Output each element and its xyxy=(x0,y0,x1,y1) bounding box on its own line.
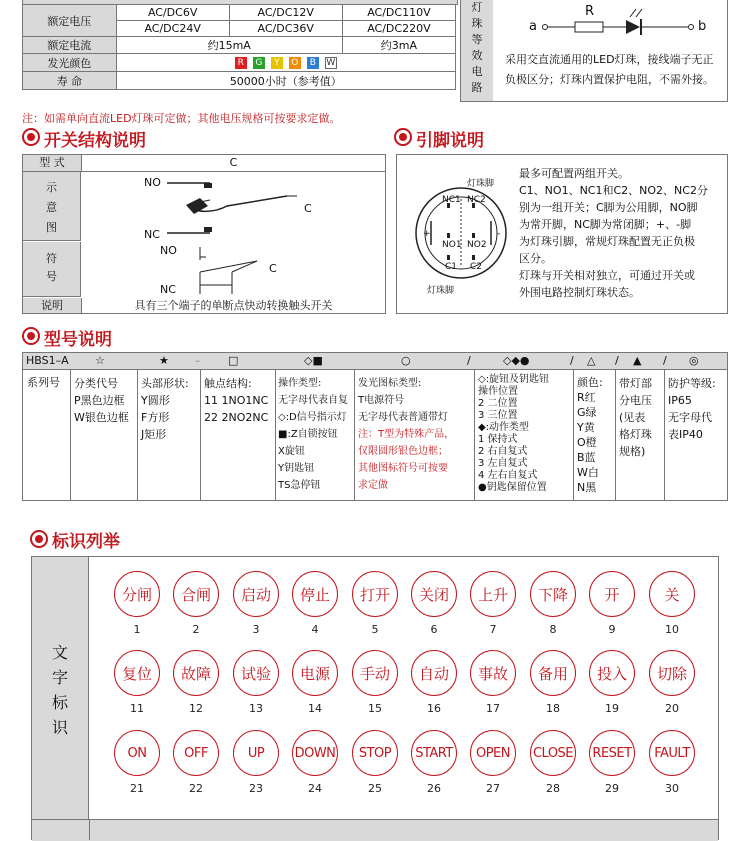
switch-mechanism-diagram xyxy=(82,172,385,241)
model-line: 3 左自复式 xyxy=(478,458,528,469)
model-note-line: 仅限圆形银色边框； xyxy=(358,446,448,457)
mark-badge: 打开 xyxy=(352,571,398,617)
mark-badge: 复位 xyxy=(114,650,160,696)
pin-nc1: NC1 xyxy=(442,195,461,205)
mark-number: 21 xyxy=(130,782,144,795)
mark-number: 15 xyxy=(368,702,382,715)
marks-bottom-band xyxy=(32,819,718,841)
mark-badge: OPEN xyxy=(470,730,516,776)
model-line: B蓝 xyxy=(577,451,596,464)
model-line: 触点结构: xyxy=(204,377,252,390)
col-divider xyxy=(70,369,71,500)
symbol-no: NO xyxy=(160,244,177,257)
pin-box xyxy=(396,154,728,314)
code-star: ★ xyxy=(159,354,169,367)
mark-item xyxy=(463,571,523,636)
pin-section-title: 引脚说明 xyxy=(416,131,484,151)
code-dash: – xyxy=(195,354,201,367)
pin-text-line: 区分。 xyxy=(519,252,552,265)
color-swatches xyxy=(116,54,455,72)
mark-item xyxy=(345,730,405,795)
pin-description xyxy=(519,165,708,301)
lamp-pin-top: 灯珠脚 xyxy=(467,179,495,189)
code-ip: ◎ xyxy=(689,354,699,367)
model-line: Y圆形 xyxy=(141,394,170,407)
code-square-empty: □ xyxy=(228,354,239,367)
model-col-position xyxy=(478,374,549,494)
mark-number: 23 xyxy=(249,782,263,795)
mark-number: 29 xyxy=(605,782,619,795)
model-line: 发光图标类型: xyxy=(358,378,422,389)
mark-number: 10 xyxy=(665,623,679,636)
model-line: 11 1NO1NC xyxy=(204,394,269,407)
mark-item xyxy=(582,571,642,636)
model-line: 格灯珠 xyxy=(619,428,652,441)
pin-text-line: 别为一组开关；C脚为公用脚，NO脚 xyxy=(519,201,698,214)
col-divider xyxy=(137,369,138,500)
mark-item xyxy=(642,650,702,715)
spec-cell: AC/DC6V xyxy=(116,5,229,21)
mark-number: 30 xyxy=(665,782,679,795)
side-char: 示 xyxy=(46,181,57,194)
diagram-no: NO xyxy=(144,176,161,189)
mark-item xyxy=(523,650,583,715)
spec-table xyxy=(22,4,456,90)
side-char: 效 xyxy=(471,49,483,62)
section-bullet-icon xyxy=(30,530,48,548)
pin-text-line: 外围电路控制灯珠状态。 xyxy=(519,286,640,299)
mark-item xyxy=(107,730,167,795)
color-swatch: G xyxy=(253,57,265,69)
col-divider xyxy=(89,819,90,840)
mark-badge: 试验 xyxy=(233,650,279,696)
mark-number: 25 xyxy=(368,782,382,795)
mark-item xyxy=(345,650,405,715)
code-slash: / xyxy=(570,354,574,367)
code-position: ◇◆● xyxy=(503,354,530,367)
model-col-ip xyxy=(668,375,716,443)
mark-item xyxy=(523,571,583,636)
color-swatch: O xyxy=(289,57,301,69)
model-col-icon xyxy=(358,375,454,494)
side-char: 路 xyxy=(471,81,483,94)
mark-badge: DOWN xyxy=(292,730,338,776)
mark-badge: 合闸 xyxy=(173,571,219,617)
mark-item xyxy=(404,571,464,636)
model-line: (见表 xyxy=(619,411,646,424)
code-voltage: ▲ xyxy=(633,354,642,367)
model-col-series xyxy=(27,375,60,390)
mark-badge: FAULT xyxy=(649,730,695,776)
mark-item xyxy=(285,730,345,795)
code-slash: / xyxy=(467,354,471,367)
side-char: 文 xyxy=(51,643,68,662)
mark-badge: UP xyxy=(233,730,279,776)
model-line: F方形 xyxy=(141,411,170,424)
pin-text-line: 为灯珠引脚，常规灯珠配置无正负极 xyxy=(519,235,695,248)
mark-item xyxy=(345,571,405,636)
col-divider xyxy=(200,369,201,500)
switch-table xyxy=(22,154,386,314)
col-divider xyxy=(354,369,355,500)
code-color: △ xyxy=(587,354,596,367)
model-line: ●钥匙保留位置 xyxy=(478,482,547,493)
lamp-circuit-box xyxy=(460,0,728,102)
model-note-line: 注：T型为特殊产品， xyxy=(358,429,455,440)
pin-no2: NO2 xyxy=(467,240,487,250)
switch-symbol-label xyxy=(23,242,81,297)
spec-cell: AC/DC36V xyxy=(229,21,342,37)
mark-number: 6 xyxy=(430,623,438,636)
model-line: 分类代号 xyxy=(74,377,118,390)
lamp-side-label xyxy=(461,0,493,101)
mark-number: 13 xyxy=(249,702,263,715)
pin-text-line: C1、NO1、NC1和C2、NO2、NC2分 xyxy=(519,184,708,197)
model-line: IP65 xyxy=(668,394,692,407)
mark-item xyxy=(166,571,226,636)
pin-c1: C1 xyxy=(445,262,458,272)
model-line: TS急停钮 xyxy=(278,480,321,491)
code-icon-type: ○ xyxy=(401,354,411,367)
spec-cell: 约3mA xyxy=(342,37,455,54)
mark-item xyxy=(107,650,167,715)
mark-item xyxy=(463,730,523,795)
pin-c2: C2 xyxy=(470,262,483,272)
pin-nc2: NC2 xyxy=(467,195,486,205)
mark-badge: 关闭 xyxy=(411,571,457,617)
side-char: 图 xyxy=(46,221,57,234)
model-line: 4 左右自复式 xyxy=(478,470,538,481)
switch-section-title: 开关结构说明 xyxy=(44,131,146,151)
mark-item xyxy=(285,571,345,636)
mark-item xyxy=(404,650,464,715)
model-line: J矩形 xyxy=(141,428,167,441)
spec-cell: AC/DC110V xyxy=(342,5,455,21)
mark-item xyxy=(107,571,167,636)
mark-item xyxy=(166,650,226,715)
model-line: 2 右自复式 xyxy=(478,446,528,457)
mark-badge: 电源 xyxy=(292,650,338,696)
mark-badge: 上升 xyxy=(470,571,516,617)
color-swatch: Y xyxy=(271,57,283,69)
col-divider xyxy=(275,369,276,500)
mark-item xyxy=(642,730,702,795)
mark-badge: RESET xyxy=(589,730,635,776)
model-line: T电源符号 xyxy=(358,395,405,406)
model-col-voltage xyxy=(619,375,652,460)
model-line: ◇:旋钮及钥匙钮 xyxy=(478,374,550,385)
mark-number: 11 xyxy=(130,702,144,715)
marks-grid xyxy=(90,557,718,819)
col-divider xyxy=(664,369,665,500)
lamp-desc-2: 负极区分；灯珠内置保护电阻，不需外接。 xyxy=(505,73,714,86)
mark-number: 2 xyxy=(192,623,200,636)
model-line: 分电压 xyxy=(619,394,652,407)
mark-number: 4 xyxy=(311,623,319,636)
model-col-operation xyxy=(278,375,348,494)
mark-badge: 启动 xyxy=(233,571,279,617)
model-section-title: 型号说明 xyxy=(44,330,112,350)
pin-no1: NO1 xyxy=(442,240,462,250)
mark-number: 26 xyxy=(427,782,441,795)
mark-badge: 故障 xyxy=(173,650,219,696)
mark-badge: 自动 xyxy=(411,650,457,696)
code-slash: / xyxy=(663,354,667,367)
spec-cell: 约15mA xyxy=(116,37,342,54)
mark-number: 27 xyxy=(486,782,500,795)
side-char: 珠 xyxy=(471,17,483,30)
mark-number: 18 xyxy=(546,702,560,715)
mark-badge: ON xyxy=(114,730,160,776)
side-char: 灯 xyxy=(471,1,483,14)
resistor-label: R xyxy=(585,4,595,19)
model-line: 无字母代 xyxy=(668,411,712,424)
pin-text-line: 灯珠与开关相对独立，可通过开关或 xyxy=(519,269,695,282)
spec-note: 注：如需单向直流LED灯珠可定做；其他电压规格可按要求定做。 xyxy=(22,112,341,125)
model-line: N黑 xyxy=(577,481,597,494)
mark-item xyxy=(523,730,583,795)
model-line: ■:Z自锁按钮 xyxy=(278,429,338,440)
mark-number: 19 xyxy=(605,702,619,715)
model-line: 防护等级: xyxy=(668,377,716,390)
mark-item xyxy=(404,730,464,795)
mark-item xyxy=(582,730,642,795)
mark-badge: 事故 xyxy=(470,650,516,696)
mark-number: 1 xyxy=(133,623,141,636)
lamp-desc-1: 采用交直流通用的LED灯珠，接线端子无正 xyxy=(505,53,714,66)
mark-item xyxy=(463,650,523,715)
mark-badge: START xyxy=(411,730,457,776)
model-note-line: 其他图标符号可按要 xyxy=(358,463,448,474)
side-char: 电 xyxy=(471,65,483,78)
section-bullet-icon xyxy=(394,128,412,146)
marks-section-title: 标识列举 xyxy=(52,532,120,552)
mark-number: 5 xyxy=(371,623,379,636)
model-line: 22 2NO2NC xyxy=(204,411,269,424)
mark-number: 14 xyxy=(308,702,322,715)
mark-item xyxy=(226,650,286,715)
mark-badge: 关 xyxy=(649,571,695,617)
code-slash: / xyxy=(615,354,619,367)
side-char: 符 xyxy=(46,252,57,265)
color-swatch: W xyxy=(326,58,336,68)
symbol-nc: NC xyxy=(160,283,176,296)
code-star-empty: ☆ xyxy=(95,354,105,367)
mark-number: 28 xyxy=(546,782,560,795)
color-swatch: B xyxy=(307,57,319,69)
side-char: 标 xyxy=(51,693,68,712)
spec-label-current: 额定电流 xyxy=(23,37,117,54)
switch-type-value: C xyxy=(82,155,385,172)
mark-badge: 切除 xyxy=(649,650,695,696)
symbol-c: C xyxy=(269,262,277,275)
switch-desc-value: 具有三个端子的单断点快动转换触头开关 xyxy=(134,299,333,312)
model-line: ◇:D信号指示灯 xyxy=(278,412,347,423)
model-code-row xyxy=(22,352,728,370)
spec-cell: AC/DC12V xyxy=(229,5,342,21)
model-line: X旋钮 xyxy=(278,446,305,457)
mark-badge: 开 xyxy=(589,571,635,617)
model-line: 无字母代表普通带灯 xyxy=(358,412,448,423)
marks-panel xyxy=(31,556,719,840)
model-line: ◆:动作类型 xyxy=(478,422,530,433)
model-line: Y钥匙钮 xyxy=(278,463,315,474)
mark-number: 20 xyxy=(665,702,679,715)
model-line: 系列号 xyxy=(27,376,60,389)
pin-text-line: 最多可配置两组开关。 xyxy=(519,167,629,180)
model-note-line: 求定做 xyxy=(358,480,388,491)
spec-cell: 50000小时（参考值） xyxy=(116,72,455,90)
mark-number: 8 xyxy=(549,623,557,636)
diagram-c: C xyxy=(304,202,312,215)
color-swatch: R xyxy=(235,57,247,69)
model-col-color xyxy=(577,375,603,495)
marks-side-label xyxy=(32,557,89,819)
model-line: 2 二位置 xyxy=(478,398,518,409)
mark-badge: STOP xyxy=(352,730,398,776)
pin-text-line: 为常开脚，NC脚为常闭脚；+、-脚 xyxy=(519,218,692,231)
node-b: b xyxy=(698,19,707,34)
spec-cell: AC/DC220V xyxy=(342,21,455,37)
mark-item xyxy=(166,730,226,795)
model-line: Y黄 xyxy=(577,421,595,434)
spec-label-color: 发光颜色 xyxy=(23,54,117,72)
col-divider xyxy=(573,369,574,500)
model-line: P黑色边框 xyxy=(74,394,125,407)
mark-number: 9 xyxy=(608,623,616,636)
mark-badge: 停止 xyxy=(292,571,338,617)
col-divider xyxy=(615,369,616,500)
mark-badge: OFF xyxy=(173,730,219,776)
model-col-head-shape xyxy=(141,375,189,443)
model-line: 颜色: xyxy=(577,376,603,389)
model-line: 操作类型: xyxy=(278,378,322,389)
model-line: 1 保持式 xyxy=(478,434,518,445)
mark-item xyxy=(582,650,642,715)
side-char: 识 xyxy=(51,718,68,737)
mark-number: 22 xyxy=(189,782,203,795)
diagram-nc: NC xyxy=(144,228,160,241)
mark-badge: 分闸 xyxy=(114,571,160,617)
model-line: 带灯部 xyxy=(619,377,652,390)
model-line: W银色边框 xyxy=(74,411,129,424)
code-op-type: ◇■ xyxy=(304,354,323,367)
pin-plus: + xyxy=(423,229,431,239)
pin-minus: - xyxy=(497,229,501,239)
model-table xyxy=(22,369,728,501)
col-divider xyxy=(474,369,475,500)
mark-number: 7 xyxy=(489,623,497,636)
switch-type-label: 型 式 xyxy=(23,155,82,172)
model-line: 表IP40 xyxy=(668,428,703,441)
switch-diagram-label xyxy=(23,172,81,241)
mark-number: 3 xyxy=(252,623,260,636)
side-char: 号 xyxy=(46,270,57,283)
mark-item xyxy=(226,571,286,636)
model-line: G绿 xyxy=(577,406,597,419)
mark-badge: 投入 xyxy=(589,650,635,696)
model-line: O橙 xyxy=(577,436,597,449)
model-line: 3 三位置 xyxy=(478,410,518,421)
section-bullet-icon xyxy=(22,128,40,146)
model-line: 操作位置 xyxy=(478,386,518,397)
mark-number: 17 xyxy=(486,702,500,715)
model-col-category xyxy=(74,375,129,426)
mark-item xyxy=(285,650,345,715)
model-line: W白 xyxy=(577,466,599,479)
node-a: a xyxy=(529,19,537,34)
mark-badge: CLOSE xyxy=(530,730,576,776)
mark-item xyxy=(226,730,286,795)
mark-number: 16 xyxy=(427,702,441,715)
mark-item xyxy=(642,571,702,636)
side-char: 意 xyxy=(46,201,57,214)
mark-number: 12 xyxy=(189,702,203,715)
mark-number: 24 xyxy=(308,782,322,795)
model-line: 无字母代表自复 xyxy=(278,395,348,406)
model-line: R红 xyxy=(577,391,596,404)
spec-cell: AC/DC24V xyxy=(116,21,229,37)
spec-label-life: 寿 命 xyxy=(23,72,117,90)
spec-label-voltage: 额定电压 xyxy=(23,5,117,37)
lamp-pin-bottom: 灯珠脚 xyxy=(427,286,455,296)
model-line: 头部形状: xyxy=(141,377,189,390)
model-line: 规格) xyxy=(619,445,646,458)
mark-badge: 下降 xyxy=(530,571,576,617)
side-char: 字 xyxy=(51,668,68,687)
switch-symbol-diagram xyxy=(82,242,385,297)
mark-badge: 备用 xyxy=(530,650,576,696)
mark-badge: 手动 xyxy=(352,650,398,696)
side-char: 等 xyxy=(471,33,483,46)
switch-desc-label: 说明 xyxy=(23,298,82,313)
section-bullet-icon xyxy=(22,327,40,345)
code-series: HBS1–A xyxy=(26,354,69,367)
model-col-contact xyxy=(204,375,268,426)
